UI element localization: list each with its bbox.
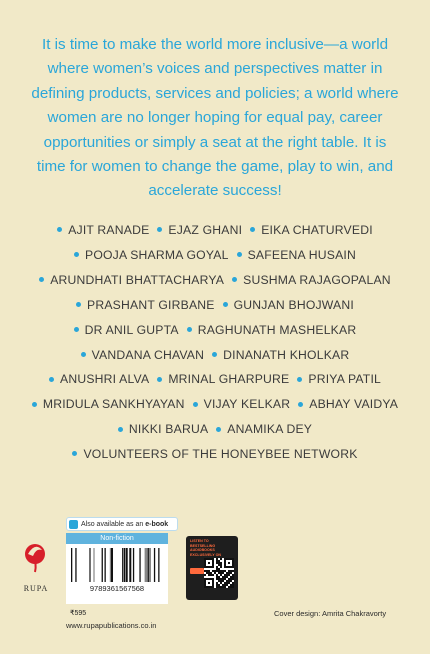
bullet-dot-icon xyxy=(157,377,162,382)
contributor-name-text: PRIYA PATIL xyxy=(308,372,382,387)
contributor-name-text: MRINAL GHARPURE xyxy=(168,372,290,387)
contributor-name xyxy=(157,367,289,392)
ebook-prefix: Also available as an xyxy=(81,521,146,528)
contributor-name xyxy=(297,367,381,392)
contributor-name-text: EJAZ GHANI xyxy=(168,223,243,237)
bullet-dot-icon xyxy=(118,427,123,432)
audiobook-qr-card xyxy=(186,536,238,600)
contributor-name-text: POOJA SHARMA GOYAL xyxy=(84,247,229,262)
names-row xyxy=(20,218,410,243)
bullet-dot-icon xyxy=(297,377,302,382)
ebook-icon xyxy=(69,520,78,529)
contributor-name xyxy=(32,392,185,417)
contributor-name-text: MRIDULA SANKHYAYAN xyxy=(42,397,185,412)
bullet-dot-icon xyxy=(57,227,62,232)
bullet-dot-icon xyxy=(216,427,221,432)
names-row xyxy=(20,318,410,343)
bullet-dot-icon xyxy=(237,252,242,257)
contributor-name xyxy=(74,318,179,343)
contributor-name xyxy=(223,293,354,318)
contributor-name-text: NIKKI BARUA xyxy=(128,422,209,437)
contributor-name xyxy=(216,417,312,442)
contributor-name-text: GUNJAN BHOJWANI xyxy=(233,297,354,312)
bullet-dot-icon xyxy=(157,227,162,232)
names-row xyxy=(20,417,410,442)
back-cover-blurb: It is time to make the world more inclusive—a world where women’s voices and perspectives matter in defining products, services and policies; a world where women are no longer hoping for equal pay, career opportunities or simply a seat at the right table. It is time for women to change the game, play to win, and accelerate success! xyxy=(31,36,399,200)
bullet-dot-icon xyxy=(223,302,228,307)
contributor-name-text: SUSHMA RAJAGOPALAN xyxy=(243,272,391,287)
publisher-website: www.rupapublications.co.in xyxy=(66,621,157,630)
barcode-block xyxy=(66,533,168,604)
contributor-name xyxy=(193,392,291,417)
names-row xyxy=(20,268,410,293)
bullet-dot-icon xyxy=(32,402,37,407)
contributor-name xyxy=(157,218,242,243)
contributor-name xyxy=(237,243,356,268)
bullet-dot-icon xyxy=(232,277,237,282)
contributor-name-text: DINANATH KHOLKAR xyxy=(223,347,350,362)
contributor-name-text: AJIT RANADE xyxy=(68,223,150,237)
bullet-dot-icon xyxy=(39,277,44,282)
contributor-name xyxy=(39,268,224,293)
bullet-dot-icon xyxy=(74,252,79,257)
contributor-names xyxy=(20,218,410,467)
bullet-dot-icon xyxy=(76,302,81,307)
contributor-name-text: ANUSHRI ALVA xyxy=(59,372,150,387)
contributor-name-text: SAFEENA HUSAIN xyxy=(247,247,357,262)
contributor-name xyxy=(118,417,208,442)
genre-label: Non-fiction xyxy=(66,533,168,544)
contributor-name xyxy=(212,343,349,368)
bullet-dot-icon xyxy=(72,451,77,456)
kuku-fm-badge xyxy=(190,568,204,574)
contributor-name-text: VANDANA CHAVAN xyxy=(91,347,205,362)
contributor-name xyxy=(232,268,391,293)
bullet-dot-icon xyxy=(74,327,79,332)
bullet-dot-icon xyxy=(298,402,303,407)
names-row xyxy=(20,293,410,318)
bullet-dot-icon xyxy=(49,377,54,382)
names-row xyxy=(20,392,410,417)
ebook-availability-label xyxy=(66,517,178,531)
contributor-name-text: ARUNDHATI BHATTACHARYA xyxy=(50,272,225,287)
names-row xyxy=(20,243,410,268)
contributor-name xyxy=(187,318,357,343)
names-row xyxy=(20,442,410,467)
bullet-dot-icon xyxy=(212,352,217,357)
contributor-name xyxy=(74,243,229,268)
contributor-name xyxy=(298,392,398,417)
qr-code-icon xyxy=(204,558,234,588)
bullet-dot-icon xyxy=(250,227,255,232)
contributor-name-text: PRASHANT GIRBANE xyxy=(87,297,215,312)
names-row xyxy=(20,343,410,368)
contributor-name-text: ABHAY VAIDYA xyxy=(309,397,399,412)
contributor-name-text: ANAMIKA DEY xyxy=(227,422,313,437)
ebook-bold: e-book xyxy=(145,521,169,528)
barcode-graphic xyxy=(71,548,163,582)
bullet-dot-icon xyxy=(193,402,198,407)
isbn-number: 9789361567568 xyxy=(89,584,145,593)
contributor-name xyxy=(57,218,149,243)
bullet-dot-icon xyxy=(81,352,86,357)
names-row xyxy=(20,367,410,392)
contributor-name xyxy=(72,442,357,467)
cover-design-credit: Cover design: Amrita Chakravorty xyxy=(274,609,387,618)
price-label: ₹595 xyxy=(70,610,87,617)
contributor-name-text: RAGHUNATH MASHELKAR xyxy=(197,322,357,337)
contributor-name-text: VOLUNTEERS OF THE HONEYBEE NETWORK xyxy=(83,447,358,462)
contributor-name xyxy=(49,367,149,392)
qr-card-text: LISTEN TO BESTSELLING AUDIOBOOKS EXCLUSIVELY ON xyxy=(190,539,221,557)
bullet-dot-icon xyxy=(187,327,192,332)
contributor-name xyxy=(76,293,215,318)
contributor-name-text: VIJAY KELKAR xyxy=(203,397,291,412)
rupa-logo-icon xyxy=(24,540,46,580)
contributor-name-text: EIKA CHATURVEDI xyxy=(261,223,373,237)
contributor-name xyxy=(250,218,373,243)
contributor-name-text: DR ANIL GUPTA xyxy=(84,322,179,337)
contributor-name xyxy=(81,343,205,368)
publisher-logo-text: RUPA xyxy=(23,584,49,593)
